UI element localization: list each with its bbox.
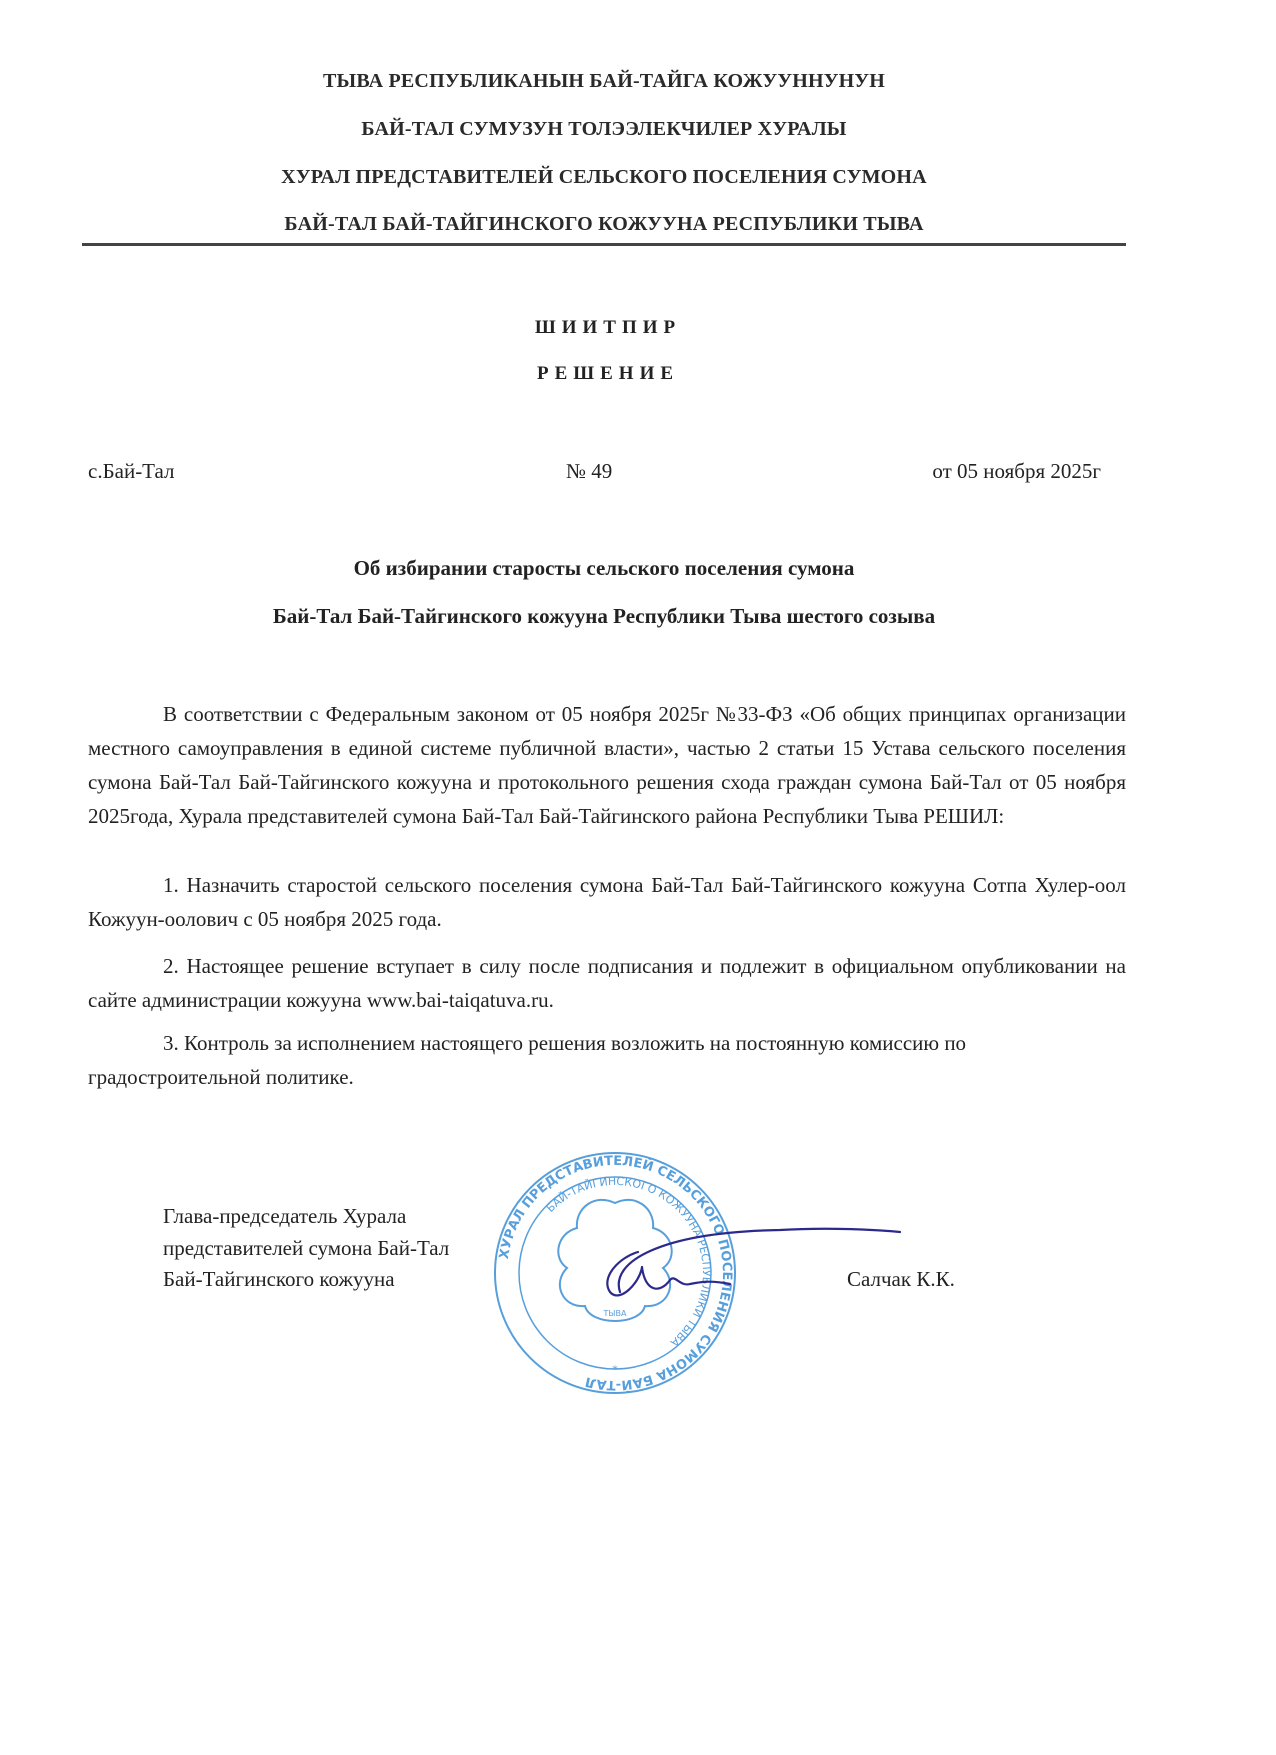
item-3: 3. Контроль за исполнением настоящего решения возложить на постоянную комиссию по градостроительной политике. [88,1031,967,1089]
header-line-3: ХУРАЛ ПРЕДСТАВИТЕЛЕЙ СЕЛЬСКОГО ПОСЕЛЕНИЯ СУМОНА [281,166,927,188]
title-line-1: Об избирании старосты сельского поселения сумона [353,556,855,580]
position-line-1: Глава-председатель Хурала [163,1204,407,1228]
document-date: от 05 ноября 2025г [932,459,1101,483]
document-number: № 49 [566,459,613,483]
item-1: 1. Назначить старостой сельского поселения сумона Бай-Тал Бай-Тайгинского кожууна Сотпа Хулер-оол Кожуун-оолович с 05 ноября 2025 года. [88,873,1126,931]
position-line-2: представителей сумона Бай-Тал [163,1235,450,1260]
header-line-1: ТЫВА РЕСПУБЛИКАНЫН БАЙ-ТАЙГА КОЖУУННУНУН [322,70,886,92]
header-line-2: БАЙ-ТАЛ СУМУЗУН ТОЛЭЭЛЕКЧИЛЕР ХУРАЛЫ [361,118,847,140]
doc-type-tuvan: ШИИТПИР [534,317,682,338]
doc-type-russian: РЕШЕНИЕ [536,363,680,384]
signatory-position [163,1201,449,1296]
place: с.Бай-Тал [88,459,175,483]
title-line-2: Бай-Тал Бай-Тайгинского кожууна Республики Тыва шестого созыва [272,604,936,628]
item-2: 2. Настоящее решение вступает в силу после подписания и подлежит в официальном опубликовании на сайте администрации кожууна www.bai-taiqatuva.ru. [88,954,1126,1012]
signatory-name: Салчак К.К. [847,1267,955,1291]
stamp-inner-text: БАЙ-ТАЙГИНСКОГО КОЖУУНА РЕСПУБЛИКИ ТЫВА [543,1174,714,1350]
star-icon: * [612,1362,618,1376]
stamp-emblem-text: ТЫВА [603,1309,627,1318]
header-divider [82,243,1126,246]
position-line-3: Бай-Тайгинского кожууна [163,1267,395,1291]
preamble: В соответствии с Федеральным законом от 05 ноября 2025г №33-ФЗ «Об общих принципах организации местного самоуправления в единой системе публичной власти», частью 2 статьи 15 Устава сельского поселения сумона Бай-Тал Бай-Тайгинского кожууна и протокольного решения схода граждан сумона Бай-Тал от 05 ноября 2025года, Хурала представителей сумона Бай-Тал Бай-Тайгинского района Республики Тыва РЕШИЛ: [88,702,1126,828]
stamp-outer-text: ХУРАЛ ПРЕДСТАВИТЕЛЕЙ СЕЛЬСКОГО ПОСЕЛЕНИЯ СУМОНА БАЙ-ТАЛ [496,1153,735,1393]
handwritten-signature [580,1222,910,1312]
header-line-4: БАЙ-ТАЛ БАЙ-ТАЙГИНСКОГО КОЖУУНА РЕСПУБЛИКИ ТЫВА [284,213,924,235]
